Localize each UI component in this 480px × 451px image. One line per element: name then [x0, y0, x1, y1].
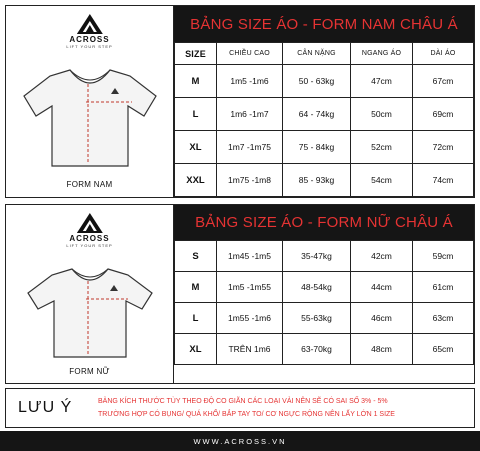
triangle-logo-icon [77, 14, 103, 34]
table-header-row [175, 43, 474, 65]
women-form-label: FORM NỮ [69, 367, 110, 376]
header-chest-width: NGANG ÁO [351, 43, 413, 65]
header-weight: CÂN NẶNG [283, 43, 351, 65]
table-row [175, 98, 474, 131]
header-height: CHIỀU CAO [217, 43, 283, 65]
women-tshirt-icon [22, 265, 158, 361]
men-illustration-column [6, 6, 174, 197]
men-size-table [174, 42, 474, 197]
height-cell: 1m75 -1m8 [217, 164, 283, 197]
weight-cell: 48-54kg [283, 272, 351, 303]
note-label: LƯU Ý [18, 399, 73, 416]
men-tshirt-icon [22, 66, 158, 170]
table-row [175, 272, 474, 303]
table-row [175, 164, 474, 197]
brand-name: ACROSS [69, 234, 110, 243]
height-cell: 1m45 -1m5 [217, 241, 283, 272]
weight-cell: 50 - 63kg [283, 65, 351, 98]
brand-name: ACROSS [69, 35, 110, 44]
women-size-table [174, 240, 474, 365]
men-table-title: BẢNG SIZE ÁO - FORM NAM CHÂU Á [174, 6, 474, 42]
height-cell: 1m5 -1m6 [217, 65, 283, 98]
women-size-table-area [174, 205, 474, 383]
table-row [175, 334, 474, 365]
table-row [175, 303, 474, 334]
length-cell: 65cm [413, 334, 474, 365]
chest-cell: 48cm [351, 334, 413, 365]
chest-cell: 52cm [351, 131, 413, 164]
weight-cell: 85 - 93kg [283, 164, 351, 197]
header-length: DÀI ÁO [413, 43, 474, 65]
length-cell: 59cm [413, 241, 474, 272]
women-table-title: BẢNG SIZE ÁO - FORM NỮ CHÂU Á [174, 205, 474, 240]
note-box [5, 388, 475, 428]
size-cell: S [175, 241, 217, 272]
weight-cell: 64 - 74kg [283, 98, 351, 131]
weight-cell: 63-70kg [283, 334, 351, 365]
note-text [98, 395, 468, 421]
size-cell: XL [175, 334, 217, 365]
footer-bar [0, 431, 480, 451]
size-cell: L [175, 98, 217, 131]
brand-logo [66, 14, 112, 49]
length-cell: 61cm [413, 272, 474, 303]
men-size-table-area [174, 6, 474, 197]
height-cell: 1m5 -1m55 [217, 272, 283, 303]
weight-cell: 75 - 84kg [283, 131, 351, 164]
size-cell: M [175, 65, 217, 98]
men-form-label: FORM NAM [66, 180, 113, 189]
chest-cell: 46cm [351, 303, 413, 334]
height-cell: 1m55 -1m6 [217, 303, 283, 334]
height-cell: 1m7 -1m75 [217, 131, 283, 164]
brand-tagline: LIFT YOUR STEP [66, 44, 113, 49]
note-line-2: TRƯỜNG HỢP CÓ BỤNG/ QUÁ KHỔ/ BẮP TAY TO/ CƠ NGỰC RỘNG NÊN LẤY LỚN 1 SIZE [98, 411, 395, 418]
length-cell: 69cm [413, 98, 474, 131]
women-size-panel [5, 204, 475, 384]
note-line-1: BẢNG KÍCH THƯỚC TÙY THEO ĐỘ CO GIÃN CÁC LOẠI VẢI NÊN SẼ CÓ SAI SỐ 3% - 5% [98, 398, 388, 405]
weight-cell: 35-47kg [283, 241, 351, 272]
length-cell: 72cm [413, 131, 474, 164]
website-link[interactable]: WWW.ACROSS.VN [193, 436, 287, 446]
length-cell: 63cm [413, 303, 474, 334]
header-size: SIZE [175, 43, 217, 65]
chest-cell: 54cm [351, 164, 413, 197]
height-cell: TRÊN 1m6 [217, 334, 283, 365]
brand-tagline: LIFT YOUR STEP [66, 243, 113, 248]
triangle-logo-icon [77, 213, 103, 233]
chest-cell: 47cm [351, 65, 413, 98]
table-row [175, 241, 474, 272]
table-row [175, 131, 474, 164]
length-cell: 67cm [413, 65, 474, 98]
chest-cell: 42cm [351, 241, 413, 272]
size-cell: XL [175, 131, 217, 164]
table-row [175, 65, 474, 98]
height-cell: 1m6 -1m7 [217, 98, 283, 131]
size-cell: XXL [175, 164, 217, 197]
size-cell: L [175, 303, 217, 334]
weight-cell: 55-63kg [283, 303, 351, 334]
chest-cell: 44cm [351, 272, 413, 303]
brand-logo [66, 213, 112, 248]
women-illustration-column [6, 205, 174, 383]
men-size-panel [5, 5, 475, 198]
chest-cell: 50cm [351, 98, 413, 131]
length-cell: 74cm [413, 164, 474, 197]
size-cell: M [175, 272, 217, 303]
